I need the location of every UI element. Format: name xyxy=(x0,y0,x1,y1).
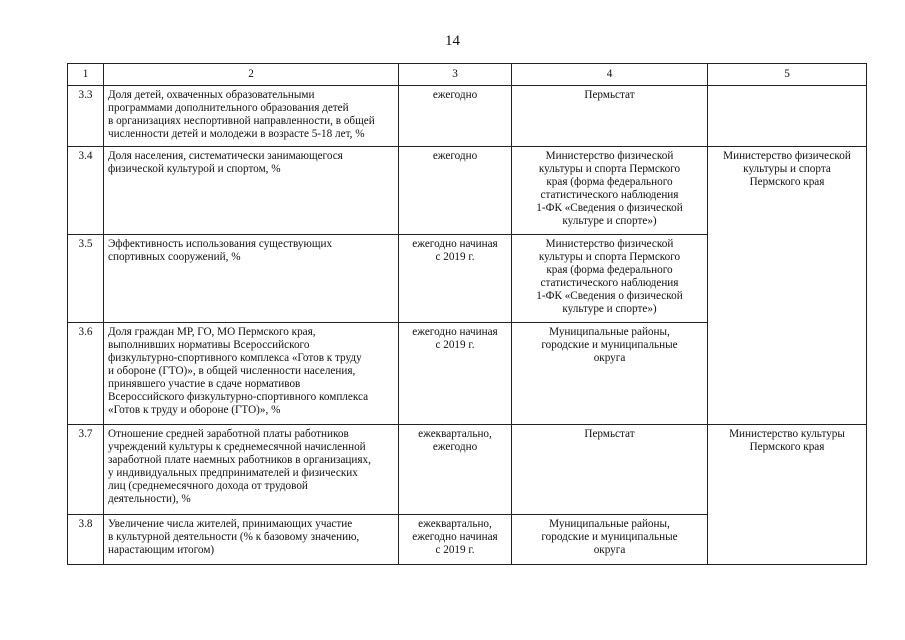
text-line: «Готов к труду и обороне (ГТО)», % xyxy=(108,404,281,416)
text-line: ежеквартально, xyxy=(418,518,492,530)
text-line: численности детей и молодежи в возрасте 5-18 лет, % xyxy=(108,128,365,140)
text-line: Пермьстат xyxy=(584,428,635,440)
text-line: Министерство физической xyxy=(545,238,674,250)
text-line: культуры и спорта Пермского xyxy=(538,251,681,263)
text-line: программами дополнительного образования детей xyxy=(108,102,349,114)
table-row xyxy=(68,86,867,147)
table-row xyxy=(68,147,867,235)
text-line: Всероссийского физкультурно-спортивного комплекса xyxy=(108,391,369,403)
text-line: нарастающим итогом) xyxy=(108,544,215,556)
text-line: 1-ФК «Сведения о физической xyxy=(536,290,683,302)
text-line: Пермского края xyxy=(749,176,825,188)
text-line: и обороне (ГТО)», в общей численности населения, xyxy=(108,365,356,377)
text-line: Муниципальные районы, xyxy=(549,326,670,338)
data-source xyxy=(512,515,708,565)
row-number: 3.5 xyxy=(68,235,104,323)
text-line: ежегодно xyxy=(432,150,478,162)
data-source xyxy=(512,86,708,147)
text-line: учреждений культуры к среднемесячной начисленной xyxy=(108,441,366,453)
data-source xyxy=(512,323,708,425)
text-line: округа xyxy=(593,352,626,364)
column-header: 4 xyxy=(512,64,708,86)
periodicity xyxy=(399,235,512,323)
column-header: 3 xyxy=(399,64,512,86)
row-number: 3.8 xyxy=(68,515,104,565)
periodicity xyxy=(399,147,512,235)
text-line: с 2019 г. xyxy=(435,251,475,263)
text-line: в организациях неспортивной направленности, в общей xyxy=(108,115,375,127)
periodicity xyxy=(399,425,512,515)
row-number: 3.7 xyxy=(68,425,104,515)
data-source xyxy=(512,425,708,515)
text-line: лиц (среднемесячного дохода от трудовой xyxy=(108,480,308,492)
indicator-name xyxy=(104,515,399,565)
responsible-ministry-sport xyxy=(708,147,867,425)
column-header: 1 xyxy=(68,64,104,86)
text-line: принявшего участие в сдаче нормативов xyxy=(108,378,301,390)
text-line: в культурной деятельности (% к базовому значению, xyxy=(108,531,360,543)
text-line: у индивидуальных предпринимателей и физических xyxy=(108,467,358,479)
text-line: городские и муниципальные xyxy=(541,339,678,351)
responsible-empty xyxy=(708,86,867,147)
text-line: 1-ФК «Сведения о физической xyxy=(536,202,683,214)
text-line: физкультурно-спортивного комплекса «Готов к труду xyxy=(108,352,362,364)
text-line: Доля граждан МР, ГО, МО Пермского края, xyxy=(108,326,316,338)
text-line: статистического наблюдения xyxy=(540,277,679,289)
periodicity xyxy=(399,86,512,147)
text-line: выполнивших нормативы Всероссийского xyxy=(108,339,310,351)
text-line: Доля детей, охваченных образовательными xyxy=(108,89,315,101)
indicators-table xyxy=(67,63,867,565)
text-line: Эффективность использования существующих xyxy=(108,238,333,250)
column-header: 2 xyxy=(104,64,399,86)
data-source xyxy=(512,147,708,235)
indicator-name xyxy=(104,323,399,425)
text-line: с 2019 г. xyxy=(435,339,475,351)
text-line: ежегодно начиная xyxy=(412,326,498,338)
data-source xyxy=(512,235,708,323)
text-line: ежегодно начиная xyxy=(412,531,498,543)
text-line: культуре и спорте») xyxy=(562,215,657,227)
text-line: Отношение средней заработной платы работников xyxy=(108,428,349,440)
text-line: края (форма федерального xyxy=(546,264,673,276)
row-number: 3.3 xyxy=(68,86,104,147)
text-line: культуры и спорта xyxy=(743,163,831,175)
text-line: края (форма федерального xyxy=(546,176,673,188)
responsible-ministry-culture xyxy=(708,425,867,565)
header-row xyxy=(68,64,867,86)
text-line: Министерство физической xyxy=(545,150,674,162)
text-line: деятельности), % xyxy=(108,493,191,505)
indicator-name xyxy=(104,235,399,323)
text-line: Министерство культуры xyxy=(729,428,845,440)
text-line: Доля населения, систематически занимающегося xyxy=(108,150,343,162)
text-line: ежегодно начиная xyxy=(412,238,498,250)
text-line: Пермьстат xyxy=(584,89,635,101)
text-line: культуры и спорта Пермского xyxy=(538,163,681,175)
text-line: ежеквартально, xyxy=(418,428,492,440)
text-line: спортивных сооружений, % xyxy=(108,251,241,263)
text-line: с 2019 г. xyxy=(435,544,475,556)
text-line: ежегодно xyxy=(432,89,478,101)
row-number: 3.4 xyxy=(68,147,104,235)
periodicity xyxy=(399,515,512,565)
text-line: Увеличение числа жителей, принимающих участие xyxy=(108,518,353,530)
table-row xyxy=(68,425,867,515)
indicator-name xyxy=(104,86,399,147)
row-number: 3.6 xyxy=(68,323,104,425)
text-line: ежегодно xyxy=(432,441,478,453)
text-line: Муниципальные районы, xyxy=(549,518,670,530)
text-line: округа xyxy=(593,544,626,556)
text-line: статистического наблюдения xyxy=(540,189,679,201)
text-line: заработной плате наемных работников в организациях, xyxy=(108,454,371,466)
column-header: 5 xyxy=(708,64,867,86)
text-line: Министерство физической xyxy=(723,150,851,162)
indicator-name xyxy=(104,425,399,515)
text-line: городские и муниципальные xyxy=(541,531,678,543)
text-line: культуре и спорте») xyxy=(562,303,657,315)
indicator-name xyxy=(104,147,399,235)
page-number: 14 xyxy=(445,33,460,49)
text-line: физической культурой и спортом, % xyxy=(108,163,281,175)
periodicity xyxy=(399,323,512,425)
text-line: Пермского края xyxy=(749,441,825,453)
